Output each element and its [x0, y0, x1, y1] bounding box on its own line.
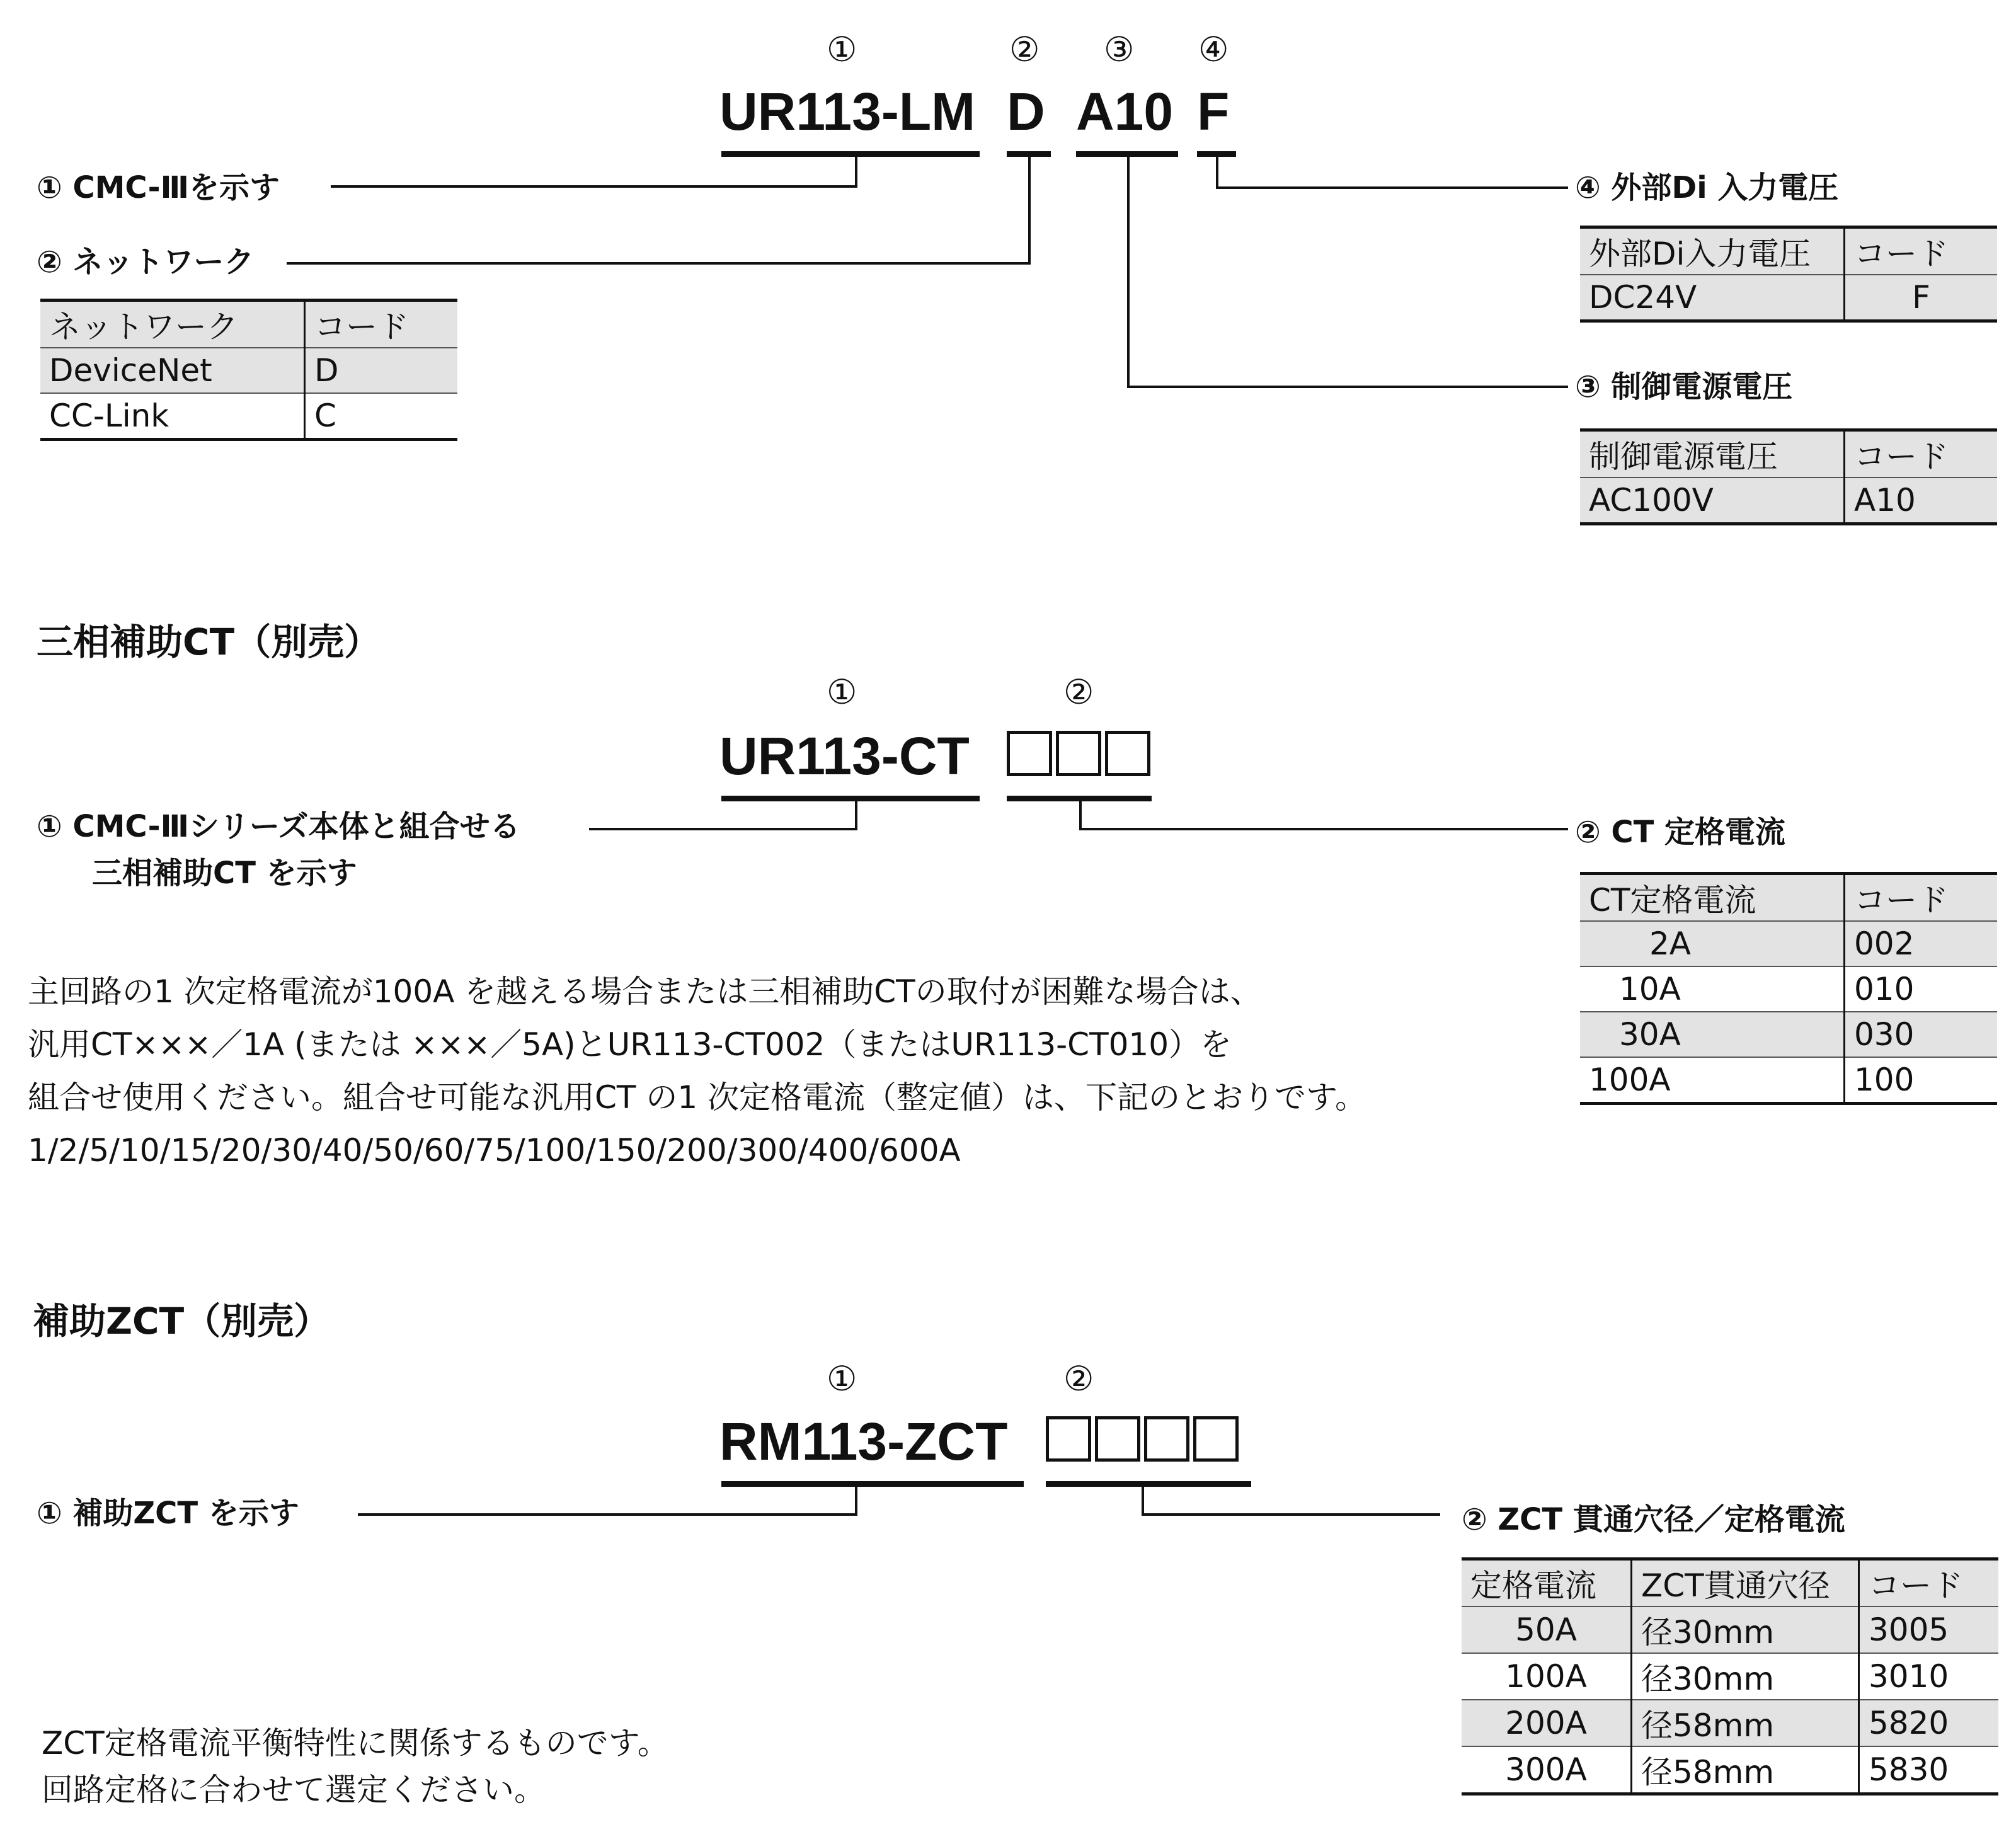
table-row: 2A 002 [1580, 921, 1997, 966]
zct-underline-code [1046, 1481, 1251, 1487]
table-row: 100A 100 [1580, 1057, 1997, 1104]
marker-2: ② [1009, 30, 1040, 69]
ct-connector-2 [1079, 799, 1082, 830]
connector-2 [1028, 154, 1031, 265]
marker-1: ① [827, 30, 857, 69]
ct-underline-base [721, 796, 980, 801]
connector-1h [331, 185, 857, 188]
zct-model-base: RM113-ZCT [719, 1412, 1008, 1471]
connector-4 [1216, 154, 1218, 189]
label-zct-indicates: ① 補助ZCT を示す [37, 1496, 299, 1531]
label-zct-hole-current: ② ZCT 貫通穴径／定格電流 [1462, 1502, 1845, 1537]
ct-marker-1: ① [827, 672, 857, 712]
model-base: UR113-LM [719, 82, 976, 141]
label-ct-rated-current: ② CT 定格電流 [1575, 815, 1786, 850]
di-voltage-table [1580, 226, 1997, 323]
ct-code-boxes [1007, 731, 1154, 776]
section-title-zct: 補助ZCT（別売） [33, 1300, 331, 1343]
table-row: AC100V A10 [1580, 478, 1997, 524]
marker-3: ③ [1104, 30, 1135, 69]
network-header-code: コード [305, 301, 458, 348]
network-header-name: ネットワーク [40, 301, 305, 348]
ct-paragraph: 主回路の1 次定格電流が100A を越える場合または三相補助CTの取付が困難な場合は、 汎用CT×××／1A (または ×××／5A)とUR113-CT002（またはUR113-CT010）を 組合せ使用ください。組合せ可能な汎用CT の1 次定格電流（整定値）は、下記のとおりです。 1/2/5/10/15/20/30/40/50/60/75/100/150/200/300/400/600A [28, 973, 1367, 1169]
connector-1 [855, 154, 857, 188]
table-row: CC-Link C [40, 393, 457, 440]
ct-connector-2h [1079, 828, 1568, 830]
ct-model-base: UR113-CT [719, 726, 970, 786]
connector-4h [1216, 186, 1568, 189]
zct-connector-1h [358, 1513, 857, 1516]
control-header-name: 制御電源電圧 [1580, 430, 1845, 478]
zct-connector-2h [1142, 1513, 1440, 1516]
di-header-name: 外部Di入力電圧 [1580, 227, 1845, 275]
zct-marker-1: ① [827, 1359, 857, 1399]
zct-notes: ZCT定格電流平衡特性に関係するものです。 回路定格に合わせて選定ください。 [42, 1725, 669, 1808]
table-row: 200A 径58mm 5820 [1462, 1700, 1998, 1746]
connector-2h [287, 262, 1031, 265]
section-title-ct: 三相補助CT（別売） [37, 621, 381, 663]
label-cmc: ① CMC-Ⅲを示す [37, 170, 280, 205]
table-row: DeviceNet D [40, 348, 457, 393]
zct-connector-2 [1142, 1484, 1144, 1516]
model-di-code: F [1197, 82, 1230, 141]
ct-header-code: コード [1845, 874, 1998, 922]
zct-marker-2: ② [1063, 1359, 1094, 1399]
table-row: 50A 径30mm 3005 [1462, 1606, 1998, 1653]
label-network: ② ネットワーク [37, 244, 255, 280]
ct-current-table [1580, 872, 1997, 1105]
table-row: 10A 010 [1580, 966, 1997, 1012]
table-row: 100A 径30mm 3010 [1462, 1653, 1998, 1700]
label-ct-indicates: 三相補助CT を示す [92, 856, 357, 891]
code-box [1046, 1416, 1091, 1462]
zct-header-code: コード [1859, 1559, 1999, 1607]
code-box [1144, 1416, 1189, 1462]
label-control-voltage: ③ 制御電源電圧 [1575, 369, 1793, 404]
code-box [1105, 731, 1150, 776]
connector-3h [1127, 386, 1568, 388]
ct-header-current: CT定格電流 [1580, 874, 1845, 922]
underline-base [721, 151, 980, 157]
label-ct-combine: ① CMC-Ⅲシリーズ本体と組合せる [37, 809, 520, 844]
zct-table [1462, 1557, 1998, 1796]
marker-4: ④ [1198, 30, 1229, 69]
model-power-code: A10 [1076, 82, 1174, 141]
zct-connector-1 [855, 1484, 857, 1516]
ct-marker-2: ② [1063, 672, 1094, 712]
ct-connector-1h [589, 828, 857, 830]
table-row: 300A 径58mm 5830 [1462, 1746, 1998, 1794]
zct-header-current: 定格電流 [1462, 1559, 1632, 1607]
table-row: 30A 030 [1580, 1012, 1997, 1057]
connector-3 [1127, 154, 1130, 388]
zct-underline-base [721, 1481, 1024, 1487]
code-box [1056, 731, 1101, 776]
control-header-code: コード [1845, 430, 1998, 478]
model-network-code: D [1007, 82, 1045, 141]
ct-connector-1 [855, 799, 857, 830]
di-header-code: コード [1845, 227, 1998, 275]
code-box [1095, 1416, 1140, 1462]
zct-header-hole: ZCT貫通穴径 [1632, 1559, 1859, 1607]
zct-code-boxes [1046, 1416, 1242, 1462]
code-box [1193, 1416, 1239, 1462]
label-di-voltage: ④ 外部Di 入力電圧 [1575, 170, 1839, 205]
control-voltage-table [1580, 428, 1997, 525]
network-table [40, 299, 457, 441]
table-row: DC24V F [1580, 275, 1997, 321]
code-box [1007, 731, 1052, 776]
